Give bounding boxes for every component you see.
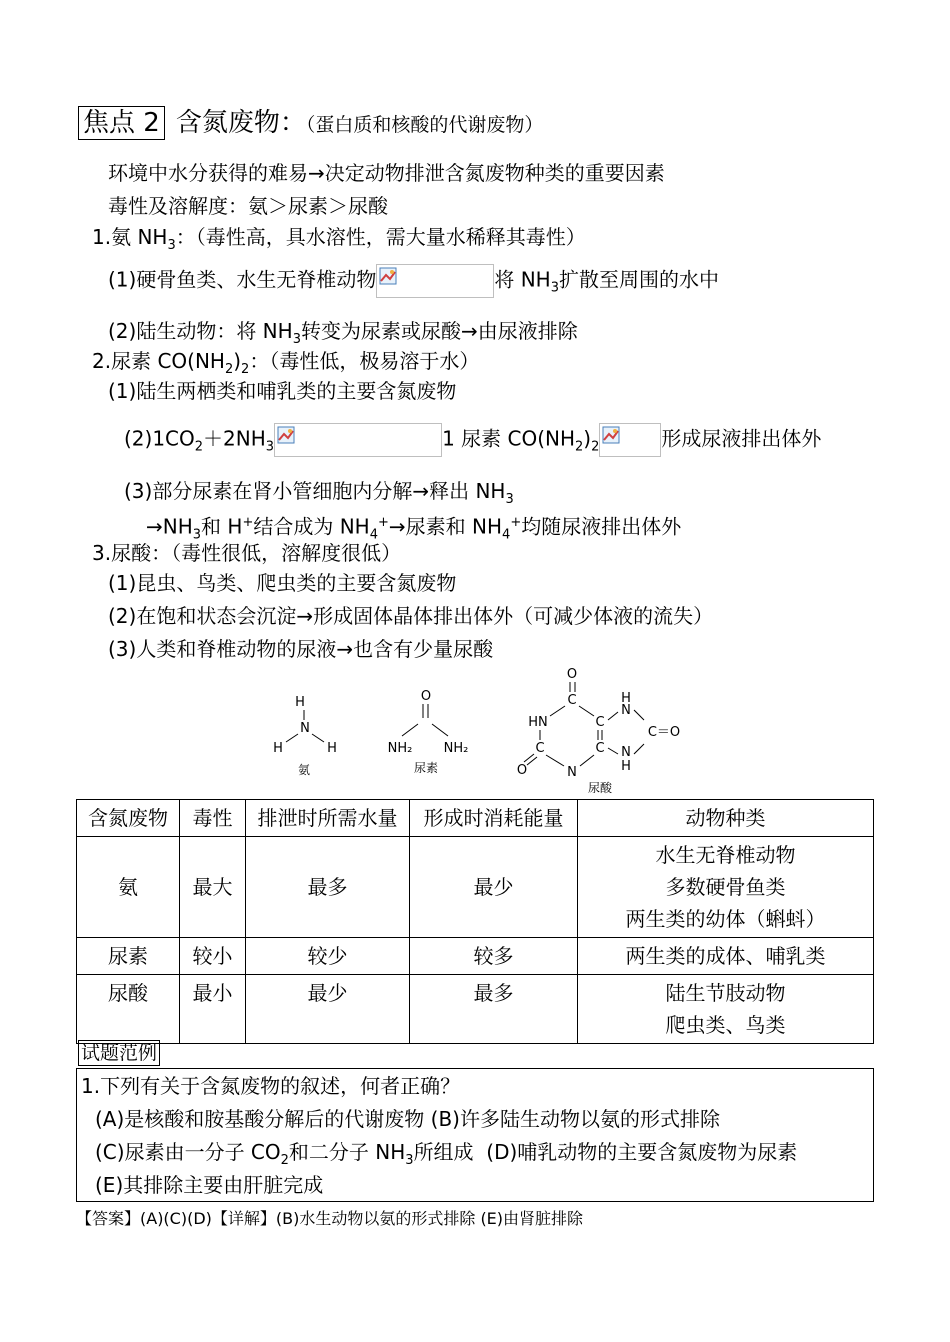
atom-label: H — [295, 695, 305, 710]
table-cell: 较多 — [410, 938, 578, 975]
table-cell: 最多 — [410, 975, 578, 1044]
atom-label: C — [595, 741, 605, 756]
table-cell: 尿素 — [77, 938, 180, 975]
s2-title: 2.尿素 $CO(NH_2)_2$：（毒性低，极易溶于水） — [92, 349, 480, 377]
atom-label: H — [621, 759, 631, 774]
s3-point-3: (3)人类和脊椎动物的尿液→也含有少量尿酸 — [108, 637, 494, 661]
table-row — [77, 975, 874, 1044]
table-header: 排泄时所需水量 — [246, 800, 410, 837]
s1-point-1: (1)硬骨鱼类、水生无脊椎动物 将 $NH_3$扩散至周围的水中 — [108, 264, 719, 302]
atom-label: N — [621, 703, 631, 718]
answer-line: 【答案】(A)(C)(D)【详解】(B)水生动物以氨的形式排除 (E)由肾脏排除 — [76, 1209, 584, 1228]
section-heading — [78, 106, 543, 142]
table-cell: 最少 — [246, 975, 410, 1044]
atom-label: NH₂ — [387, 741, 413, 756]
question-option-e: (E)其排除主要由肝脏完成 — [95, 1173, 324, 1197]
question-options-ab: (A)是核酸和胺基酸分解后的代谢废物 (B)许多陆生动物以氨的形式排除 — [95, 1107, 720, 1131]
question-box — [76, 1068, 874, 1202]
s2-point-3: (3)部分尿素在肾小管细胞内分解→释出 $NH_3$ — [124, 479, 514, 507]
atom-label: C — [595, 715, 605, 730]
table-cell: 最小 — [180, 975, 246, 1044]
nitrogen-waste-structures-figure — [260, 664, 700, 796]
table-cell: 最多 — [246, 837, 410, 938]
heading-subtitle: （蛋白质和核酸的代谢废物） — [305, 114, 544, 136]
table-cell: 较小 — [180, 938, 246, 975]
ammonia-caption: 氨 — [297, 763, 311, 777]
heading-title: 含氮废物： — [175, 108, 306, 138]
s3-point-2: (2)在饱和状态会沉淀→形成固体晶体排出体外（可减少体液的流失） — [108, 604, 714, 628]
s3-point-1: (1)昆虫、鸟类、爬虫类的主要含氮废物 — [108, 571, 457, 595]
s1-title: 1.氨 $NH_3$：（毒性高，具水溶性，需大量水稀释其毒性） — [92, 225, 586, 253]
uric-acid-structure — [517, 667, 680, 795]
atom-label: NH₂ — [443, 741, 469, 756]
atom-label: C — [421, 719, 431, 734]
atom-label: N — [300, 721, 310, 736]
focus-label: 焦点 2 — [78, 106, 165, 140]
table-header: 形成时消耗能量 — [410, 800, 578, 837]
table-header: 动物种类 — [578, 800, 874, 837]
broken-image-icon — [274, 423, 442, 457]
table-cell: 尿酸 — [77, 975, 180, 1044]
s2-point-4: $\to NH_3$和 H+结合成为 $NH_4^+\to$尿素和 $NH_4^+$均随尿液排出体外 — [146, 514, 682, 543]
broken-image-icon — [376, 264, 494, 298]
atom-label: H — [621, 691, 631, 706]
question-options-cd: (C)尿素由一分子 $CO_2$和二分子 $NH_3$所组成 (D)哺乳动物的主要含氮废物为尿素 — [95, 1140, 798, 1168]
table-row — [77, 837, 874, 938]
table-cell: 较少 — [246, 938, 410, 975]
s2-point-1: (1)陆生两栖类和哺乳类的主要含氮废物 — [108, 379, 457, 403]
table-cell: 陆生节肢动物 爬虫类、鸟类 — [578, 975, 874, 1044]
table-cell: 两生类的成体、哺乳类 — [578, 938, 874, 975]
atom-label: C — [567, 693, 577, 708]
atom-label: C＝O — [647, 725, 681, 740]
s3-title: 3.尿酸：（毒性很低，溶解度很低） — [92, 541, 402, 565]
atom-label: N — [621, 745, 631, 760]
intro-line-2: 毒性及溶解度：氨＞尿素＞尿酸 — [108, 194, 388, 218]
atom-label: O — [516, 763, 528, 778]
atom-label: H — [327, 741, 337, 756]
atom-label: H — [273, 741, 283, 756]
urea-caption: 尿素 — [413, 761, 439, 775]
uric-acid-caption: 尿酸 — [587, 781, 613, 795]
broken-image-icon — [599, 423, 661, 457]
atom-label: C — [535, 741, 545, 756]
intro-line-1: 环境中水分获得的难易→决定动物排泄含氮废物种类的重要因素 — [108, 161, 665, 185]
atom-label: O — [420, 689, 432, 704]
s1-point-2: (2)陆生动物：将 $NH_3$转变为尿素或尿酸→由尿液排除 — [108, 319, 578, 347]
ammonia-structure — [273, 695, 337, 777]
atom-label: HN — [528, 715, 548, 730]
table-header-row — [77, 800, 874, 837]
s2-point-2: $(2)1CO_2+2NH_3$ 1 尿素 $CO(NH_2)_2$ 形成尿液排出体外 — [124, 423, 821, 461]
atom-label: N — [567, 765, 577, 780]
question-text: 1.下列有关于含氮废物的叙述，何者正确？ — [81, 1074, 461, 1098]
nitrogen-waste-table — [76, 799, 874, 1044]
table-cell: 最少 — [410, 837, 578, 938]
table-header: 含氮废物 — [77, 800, 180, 837]
table-cell: 氨 — [77, 837, 180, 938]
example-label: 试题范例 — [78, 1040, 160, 1066]
table-cell: 最大 — [180, 837, 246, 938]
table-header: 毒性 — [180, 800, 246, 837]
table-cell: 水生无脊椎动物 多数硬骨鱼类 两生类的幼体（蝌蚪） — [578, 837, 874, 938]
urea-structure — [388, 689, 469, 775]
table-row — [77, 938, 874, 975]
atom-label: O — [566, 667, 578, 682]
